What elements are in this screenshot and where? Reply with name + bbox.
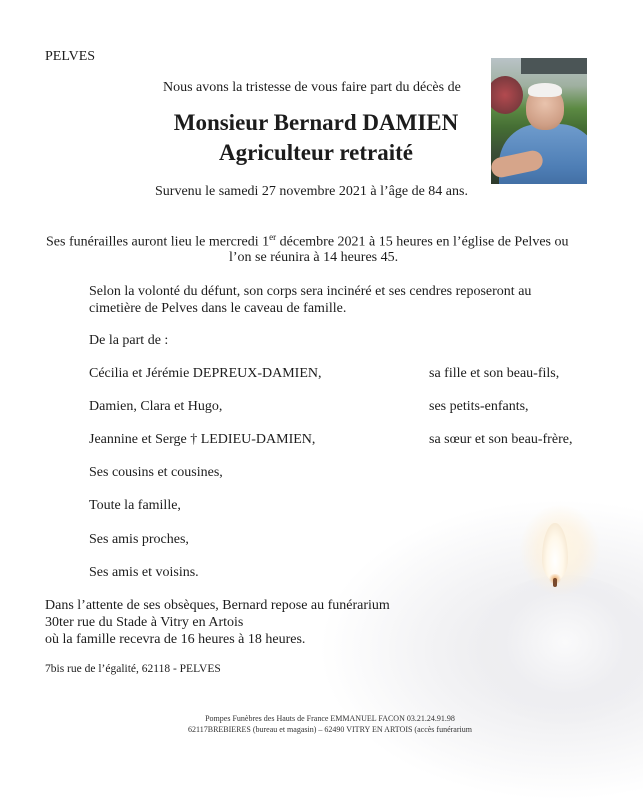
wishes-line-1: Selon la volonté du défunt, son corps sera incinéré et ses cendres reposeront au: [89, 284, 532, 299]
funeral-line-2: l’on se réunira à 14 heures 45.: [229, 250, 399, 265]
family-names-0: Cécilia et Jérémie DEPREUX-DAMIEN,: [89, 366, 322, 381]
death-line: Survenu le samedi 27 novembre 2021 à l’âge de 84 ans.: [155, 184, 468, 199]
portrait-photo: [491, 58, 587, 184]
wishes-line-2: cimetière de Pelves dans le caveau de famille.: [89, 301, 347, 316]
deceased-occupation: Agriculteur retraité: [219, 140, 413, 165]
family-names-6: Ses amis et voisins.: [89, 565, 199, 580]
deceased-name: Monsieur Bernard DAMIEN: [173, 110, 459, 135]
funeral-line-1: Ses funérailles auront lieu le mercredi 1er décembre 2021 à 15 heures en l’église de Pelves ou: [46, 232, 569, 250]
town-label: PELVES: [45, 49, 96, 64]
family-names-5: Ses amis proches,: [89, 532, 189, 547]
family-relation-1: ses petits-enfants,: [429, 399, 529, 414]
family-relation-2: sa sœur et son beau-frère,: [429, 432, 573, 447]
candle-wick: [553, 578, 557, 587]
family-names-3: Ses cousins et cousines,: [89, 465, 223, 480]
from-label: De la part de :: [89, 333, 169, 348]
rest-line-2: 30ter rue du Stade à Vitry en Artois: [45, 615, 244, 630]
candle-illustration: [470, 575, 643, 725]
footer-line-1: Pompes Funèbres des Hauts de France EMMANUEL FACON 03.21.24.91.98: [205, 714, 455, 723]
family-names-1: Damien, Clara et Hugo,: [89, 399, 223, 414]
address-line: 7bis rue de l’égalité, 62118 - PELVES: [45, 663, 221, 675]
family-names-4: Toute la famille,: [89, 498, 181, 513]
rest-line-3: où la famille recevra de 16 heures à 18 heures.: [45, 632, 306, 647]
announcement-text: Nous avons la tristesse de vous faire part du décès de: [163, 80, 461, 95]
family-names-2: Jeannine et Serge † LEDIEU-DAMIEN,: [89, 432, 316, 447]
rest-line-1: Dans l’attente de ses obsèques, Bernard repose au funérarium: [45, 598, 390, 613]
footer-line-2: 62117BREBIERES (bureau et magasin) – 62490 VITRY EN ARTOIS (accès funérarium: [188, 725, 472, 734]
family-relation-0: sa fille et son beau-fils,: [429, 366, 560, 381]
